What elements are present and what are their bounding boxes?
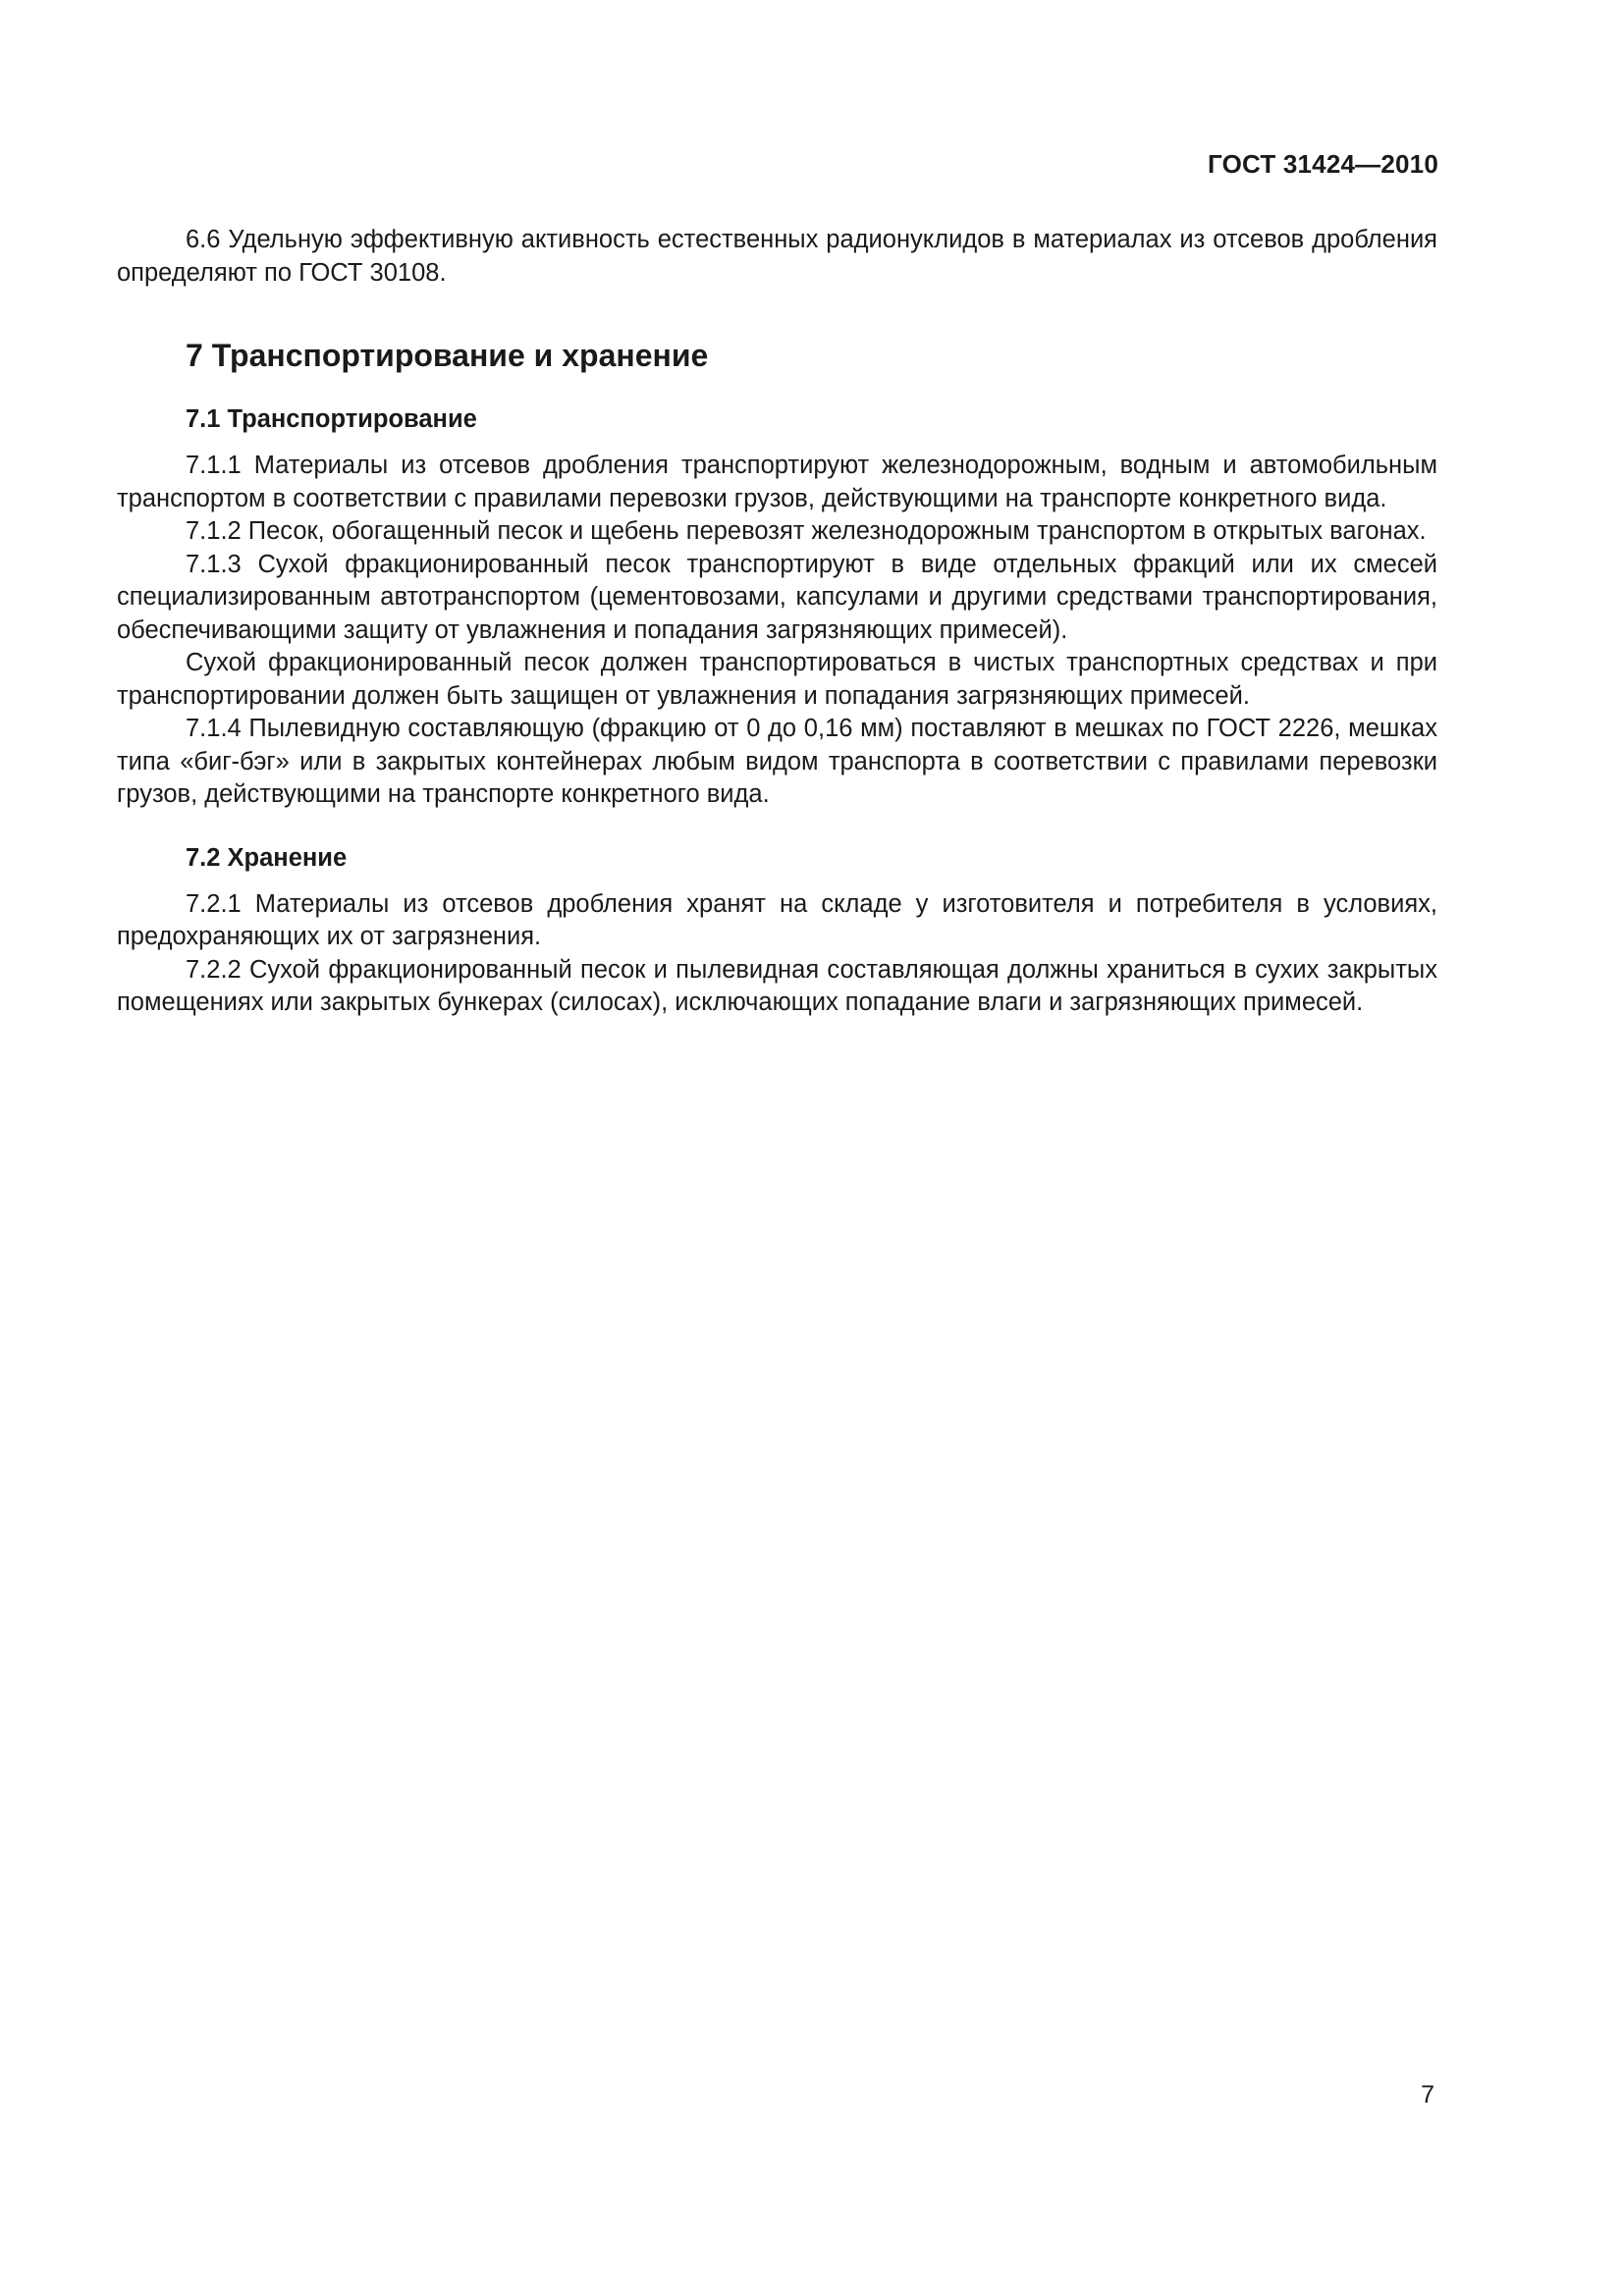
page-content [117, 224, 1437, 1020]
paragraph-7-1-2: 7.1.2 Песок, обогащенный песок и щебень перевозят железнодорожным транспортом в открытых вагонах. [186, 517, 1427, 545]
paragraph-7-2-1: 7.2.1 Материалы из отсевов дробления хранят на складе у изготовителя и потребителя в условиях, предохраняющих их от загрязнения. [117, 889, 1437, 950]
paragraph-7-1-3-continued: Сухой фракционированный песок должен транспортироваться в чистых транспортных средствах и при транспортировании должен быть защищен от увлажнения и попадания загрязняющих примесей. [117, 649, 1437, 710]
subsection-7-2-title: 7.2 Хранение [186, 843, 348, 872]
page-number: 7 [1421, 2081, 1434, 2109]
section-7-title: 7 Транспортирование и хранение [186, 338, 709, 373]
paragraph-7-2-2: 7.2.2 Сухой фракционированный песок и пылевидная составляющая должны храниться в сухих закрытых помещениях или закрытых бункерах (силосах), исключающих попадание влаги и загрязняющих примесей. [117, 955, 1437, 1016]
paragraph-7-1-3: 7.1.3 Сухой фракционированный песок транспортируют в виде отдельных фракций или их смесей специализированным автотранспортом (цементовозами, капсулами и другими средствами транспортирования, обеспечивающими защиту от увлажнения и попадания загрязняющих примесей). [117, 550, 1437, 644]
paragraph-7-1-4: 7.1.4 Пылевидную составляющую (фракцию от 0 до 0,16 мм) поставляют в мешках по ГОСТ 2226, мешках типа «биг-бэг» или в закрытых контейнерах любым видом транспорта в соответствии с правилами перевозки грузов, действующими на транспорте конкретного вида. [117, 715, 1437, 808]
paragraph-7-1-1: 7.1.1 Материалы из отсевов дробления транспортируют железнодорожным, водным и автомобильным транспортом в соответствии с правилами перевозки грузов, действующими на транспорте конкретного вида. [117, 452, 1437, 512]
paragraph-6-6: 6.6 Удельную эффективную активность естественных радионуклидов в материалах из отсевов дробления определяют по ГОСТ 30108. [117, 226, 1437, 287]
subsection-7-1-title: 7.1 Транспортирование [186, 405, 477, 433]
standard-code-header: ГОСТ 31424—2010 [1208, 149, 1438, 179]
